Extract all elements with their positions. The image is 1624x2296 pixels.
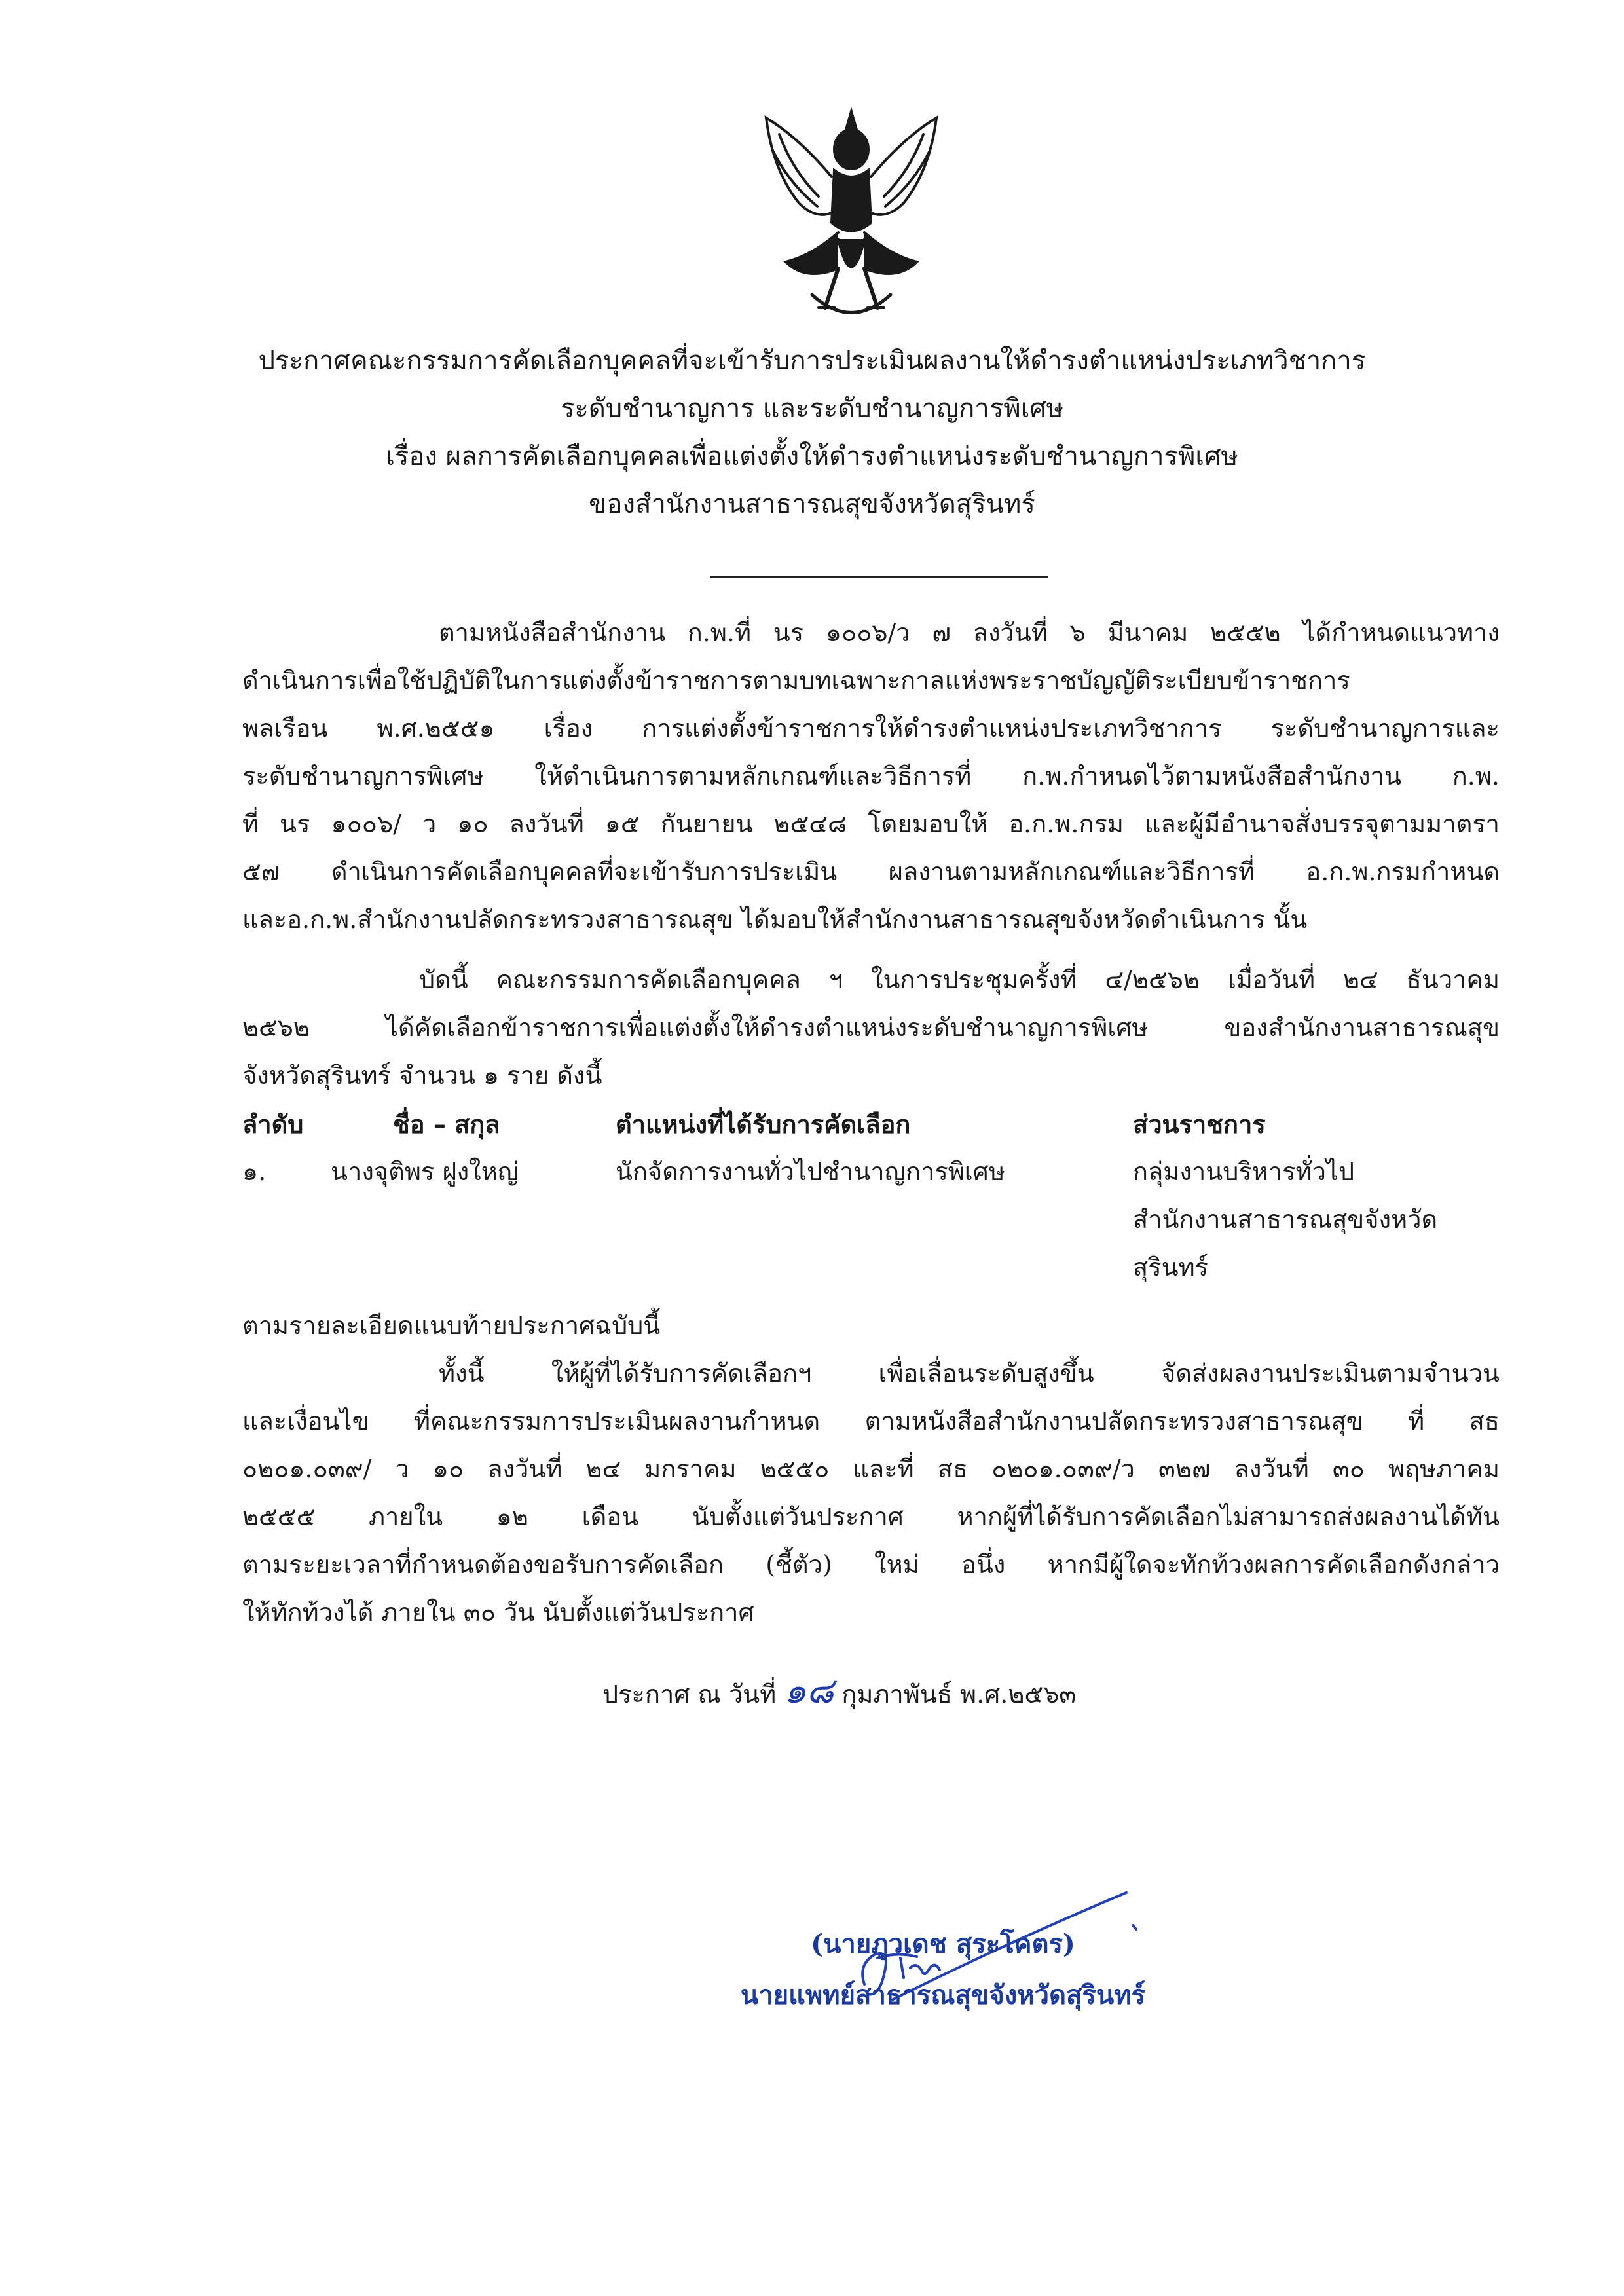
date-prefix: ประกาศ ณ วันที่ <box>602 1680 777 1709</box>
table-row-continued <box>242 1196 1500 1244</box>
title-line: ของสำนักงานสาธารณสุขจังหวัดสุรินทร์ <box>589 489 1035 519</box>
title-line: ระดับชำนาญการ และระดับชำนาญการพิเศษ <box>560 394 1064 424</box>
handwritten-day: ๑๘ <box>784 1670 834 1711</box>
row-department: สุรินทร์ <box>1133 1253 1209 1282</box>
announcement-date <box>602 1667 1076 1718</box>
text-line: ๕๗ ดำเนินการคัดเลือกบุคคลที่จะเข้ารับการประเมิน ผลงานตามหลักเกณฑ์และวิธีการที่ อ.ก.พ.กรมกำหนด <box>242 857 1500 886</box>
text-line: ตามระยะเวลาที่กำหนดต้องขอรับการคัดเลือก (ชี้ตัว) ใหม่ อนึ่ง หากมีผู้ใดจะทักท้วงผลการคัดเลือกดังกล่าว <box>242 1550 1500 1579</box>
header-position: ตำแหน่งที่ได้รับการคัดเลือก <box>616 1109 911 1139</box>
table-row-continued <box>242 1244 1500 1291</box>
row-no: ๑. <box>242 1157 267 1186</box>
text-line: จังหวัดสุรินทร์ จำนวน ๑ ราย ดังนี้ <box>242 1061 602 1090</box>
title-divider <box>710 576 1048 578</box>
row-name: นางจุติพร ฝูงใหญ่ <box>331 1157 519 1186</box>
title-line: ประกาศคณะกรรมการคัดเลือกบุคคลที่จะเข้ารับการประเมินผลงานให้ดำรงตำแหน่งประเภทวิชาการ <box>258 346 1366 376</box>
row-department: สำนักงานสาธารณสุขจังหวัด <box>1133 1205 1438 1234</box>
text-line: พลเรือน พ.ศ.๒๕๕๑ เรื่อง การแต่งตั้งข้าราชการให้ดำรงตำแหน่งประเภทวิชาการ ระดับชำนาญการและ <box>242 714 1500 743</box>
selection-table <box>242 1100 1500 1291</box>
paragraph-1 <box>242 609 1500 944</box>
row-department: กลุ่มงานบริหารทั่วไป <box>1133 1157 1355 1186</box>
row-position: นักจัดการงานทั่วไปชำนาญการพิเศษ <box>616 1157 1005 1186</box>
signer-name: (นายภูวเดช สุระโคตร) <box>811 1929 1075 1959</box>
paragraph-2 <box>242 956 1500 1100</box>
text-line: บัดนี้ คณะกรรมการคัดเลือกบุคคล ฯ ในการประชุมครั้งที่ ๔/๒๕๖๒ เมื่อวันที่ ๒๔ ธันวาคม <box>419 965 1500 994</box>
text-line: ตามหนังสือสำนักงาน ก.พ.ที่ นร ๑๐๐๖/ว ๗ ลงวันที่ ๖ มีนาคม ๒๕๕๒ ได้กำหนดแนวทาง <box>439 618 1500 647</box>
garuda-emblem-icon <box>740 98 963 334</box>
header-no: ลำดับ <box>242 1109 304 1139</box>
signer-title: นายแพทย์สาธารณสุขจังหวัดสุรินทร์ <box>740 1980 1146 2010</box>
text-line: ๒๕๕๕ ภายใน ๑๒ เดือน นับตั้งแต่วันประกาศ หากผู้ที่ได้รับการคัดเลือกไม่สามารถส่งผลงานได้ทัน <box>242 1502 1500 1531</box>
header-department: ส่วนราชการ <box>1133 1109 1266 1139</box>
text-line: และอ.ก.พ.สำนักงานปลัดกระทรวงสาธารณสุข ได้มอบให้สำนักงานสาธารณสุขจังหวัดดำเนินการ นั้น <box>242 905 1308 934</box>
text-line: ให้ทักท้วงได้ ภายใน ๓๐ วัน นับตั้งแต่วันประกาศ <box>242 1598 754 1627</box>
text-line: ระดับชำนาญการพิเศษ ให้ดำเนินการตามหลักเกณฑ์และวิธีการที่ ก.พ.กำหนดไว้ตามหนังสือสำนักงาน ก.พ. <box>242 762 1500 790</box>
paragraph-3 <box>242 1302 1500 1637</box>
table-header-row <box>242 1100 1500 1148</box>
announcement-title <box>164 337 1460 528</box>
text-line: ตามรายละเอียดแนบท้ายประกาศฉบับนี้ <box>242 1311 661 1340</box>
text-line: ที่ นร ๑๐๐๖/ ว ๑๐ ลงวันที่ ๑๕ กันยายน ๒๕๔๘ โดยมอบให้ อ.ก.พ.กรม และผู้มีอำนาจสั่งบรรจุตามมาตรา <box>242 809 1500 838</box>
subject-line: เรื่อง ผลการคัดเลือกบุคคลเพื่อแต่งตั้งให้ดำรงตำแหน่งระดับชำนาญการพิเศษ <box>386 441 1238 472</box>
header-name: ชื่อ – สกุล <box>393 1109 500 1139</box>
text-line: และเงื่อนไข ที่คณะกรรมการประเมินผลงานกำหนด ตามหนังสือสำนักงานปลัดกระทรวงสาธารณสุข ที่ สธ <box>242 1407 1500 1435</box>
text-line: ๒๕๖๒ ได้คัดเลือกข้าราชการเพื่อแต่งตั้งให้ดำรงตำแหน่งระดับชำนาญการพิเศษ ของสำนักงานสาธารณสุข <box>242 1013 1500 1042</box>
date-month-year: กุมภาพันธ์ พ.ศ.๒๕๖๓ <box>841 1680 1077 1709</box>
table-row <box>242 1148 1500 1196</box>
text-line: ดำเนินการเพื่อใช้ปฏิบัติในการแต่งตั้งข้าราชการตามบทเฉพาะกาลแห่งพระราชบัญญัติระเบียบข้าราชการ <box>242 666 1350 695</box>
text-line: ทั้งนี้ ให้ผู้ที่ได้รับการคัดเลือกฯ เพื่อเลื่อนระดับสูงขึ้น จัดส่งผลงานประเมินตามจำนวน <box>439 1359 1500 1388</box>
text-line: ๐๒๐๑.๐๓๙/ ว ๑๐ ลงวันที่ ๒๔ มกราคม ๒๕๕๐ และที่ สธ ๐๒๐๑.๐๓๙/ว ๓๒๗ ลงวันที่ ๓๐ พฤษภาคม <box>242 1454 1500 1483</box>
